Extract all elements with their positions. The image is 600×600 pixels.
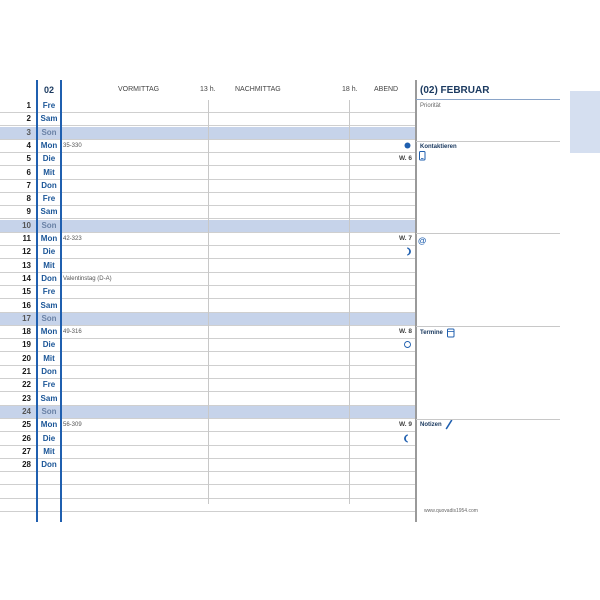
day-number: 24 — [22, 406, 31, 416]
page-divider — [415, 80, 417, 522]
day-info: 49-316 — [63, 329, 82, 336]
day-number: 3 — [26, 127, 31, 137]
day-number: 18 — [22, 327, 31, 337]
moon-first-quarter-icon — [403, 247, 412, 256]
entry-column-divider — [60, 80, 62, 522]
notizen-rule — [416, 419, 560, 420]
weekday-label: Sam — [40, 300, 58, 310]
phone-icon — [419, 151, 426, 161]
day-number: 28 — [22, 460, 31, 470]
at-icon — [418, 236, 427, 245]
weekday-label: Mit — [43, 446, 55, 456]
day-number: 4 — [26, 140, 31, 150]
abend-label: ABEND — [374, 86, 399, 93]
vormittag-label: VORMITTAG — [118, 86, 160, 93]
nachmittag-label: NACHMITTAG — [235, 86, 281, 93]
weekday-label: Don — [41, 460, 57, 470]
month-tab[interactable] — [570, 91, 600, 153]
weekday-label: Fre — [42, 287, 56, 297]
kontaktieren-rule — [416, 141, 560, 142]
weekday-label: Son — [41, 220, 57, 230]
weekday-label: Die — [42, 247, 56, 257]
column-header — [0, 80, 416, 100]
moon-new-icon — [403, 141, 412, 150]
day-number: 6 — [26, 167, 31, 177]
prioritat-label: Priorität — [420, 103, 441, 109]
weekday-label: Sam — [40, 114, 58, 124]
website-url: www.quovadis1954.com — [424, 508, 478, 514]
weekday-label: Die — [42, 340, 56, 350]
weekday-label: Mit — [43, 353, 55, 363]
notizen-label: Notizen — [420, 422, 442, 428]
day-number: 9 — [26, 207, 31, 217]
termine-label: Termine — [420, 330, 443, 336]
day-number: 27 — [22, 446, 31, 456]
svg-text:@: @ — [418, 236, 427, 245]
weekday-label: Mon — [40, 420, 58, 430]
time-18-label: 18 h. — [342, 86, 358, 93]
right-panel-title-rule — [416, 99, 560, 100]
pen-icon — [445, 420, 453, 430]
weekday-label: Sam — [40, 393, 58, 403]
termine-rule — [416, 326, 560, 327]
day-number: 15 — [22, 287, 31, 297]
weekday-label: Mit — [43, 167, 55, 177]
day-number: 19 — [22, 340, 31, 350]
day-number: 20 — [22, 353, 31, 363]
calendar-icon — [447, 328, 455, 338]
day-number: 23 — [22, 393, 31, 403]
day-info: 35-330 — [63, 142, 82, 149]
at-rule — [416, 233, 560, 234]
day-number: 7 — [26, 180, 31, 190]
kontaktieren-label: Kontaktieren — [420, 144, 457, 150]
day-number: 17 — [22, 313, 31, 323]
day-number: 5 — [26, 154, 31, 164]
week-number: W. 9 — [398, 421, 412, 429]
weekday-label: Son — [41, 406, 57, 416]
day-info: 42-323 — [63, 236, 82, 242]
weekday-label: Die — [42, 433, 56, 443]
moon-last-quarter-icon — [403, 434, 412, 443]
weekday-label: Mon — [40, 140, 58, 150]
week-number: W. 7 — [398, 235, 412, 242]
weekday-label: Mon — [40, 327, 58, 337]
day-info: 56-309 — [63, 422, 82, 429]
weekday-label: Don — [41, 273, 57, 283]
time-13-label: 13 h. — [200, 86, 216, 93]
week-number: W. 6 — [398, 155, 412, 163]
day-number: 16 — [22, 300, 31, 310]
week-number: W. 8 — [398, 328, 412, 336]
weekday-label: Son — [41, 127, 57, 137]
day-number: 12 — [22, 247, 31, 257]
moon-full-icon — [403, 340, 412, 349]
day-number: 11 — [22, 234, 31, 243]
weekday-label: Die — [42, 154, 56, 164]
day-number: 26 — [22, 433, 31, 443]
month-number: 02 — [43, 85, 54, 95]
weekday-label: Don — [41, 180, 57, 190]
weekday-label: Mit — [43, 260, 55, 270]
day-number: 10 — [22, 220, 31, 230]
weekday-label: Fre — [42, 194, 56, 204]
day-column-divider — [36, 80, 38, 522]
weekday-label: Fre — [42, 380, 56, 390]
weekday-label: Sam — [40, 207, 58, 217]
weekday-label: Don — [41, 367, 57, 376]
weekday-label: Fre — [42, 101, 56, 110]
month-title: (02) FEBRUAR — [420, 85, 490, 96]
day-number: 22 — [22, 380, 31, 390]
noon-divider — [208, 100, 209, 504]
evening-divider — [349, 100, 350, 504]
weekday-label: Mon — [40, 234, 58, 243]
day-number: 21 — [22, 367, 31, 376]
day-number: 1 — [26, 101, 31, 110]
day-number: 8 — [26, 194, 31, 204]
day-info: Valentinstag (D-A) — [63, 275, 112, 282]
day-number: 13 — [22, 260, 31, 270]
day-number: 2 — [26, 114, 31, 124]
weekday-label: Son — [41, 313, 57, 323]
day-number: 14 — [22, 273, 31, 283]
day-number: 25 — [22, 420, 31, 430]
